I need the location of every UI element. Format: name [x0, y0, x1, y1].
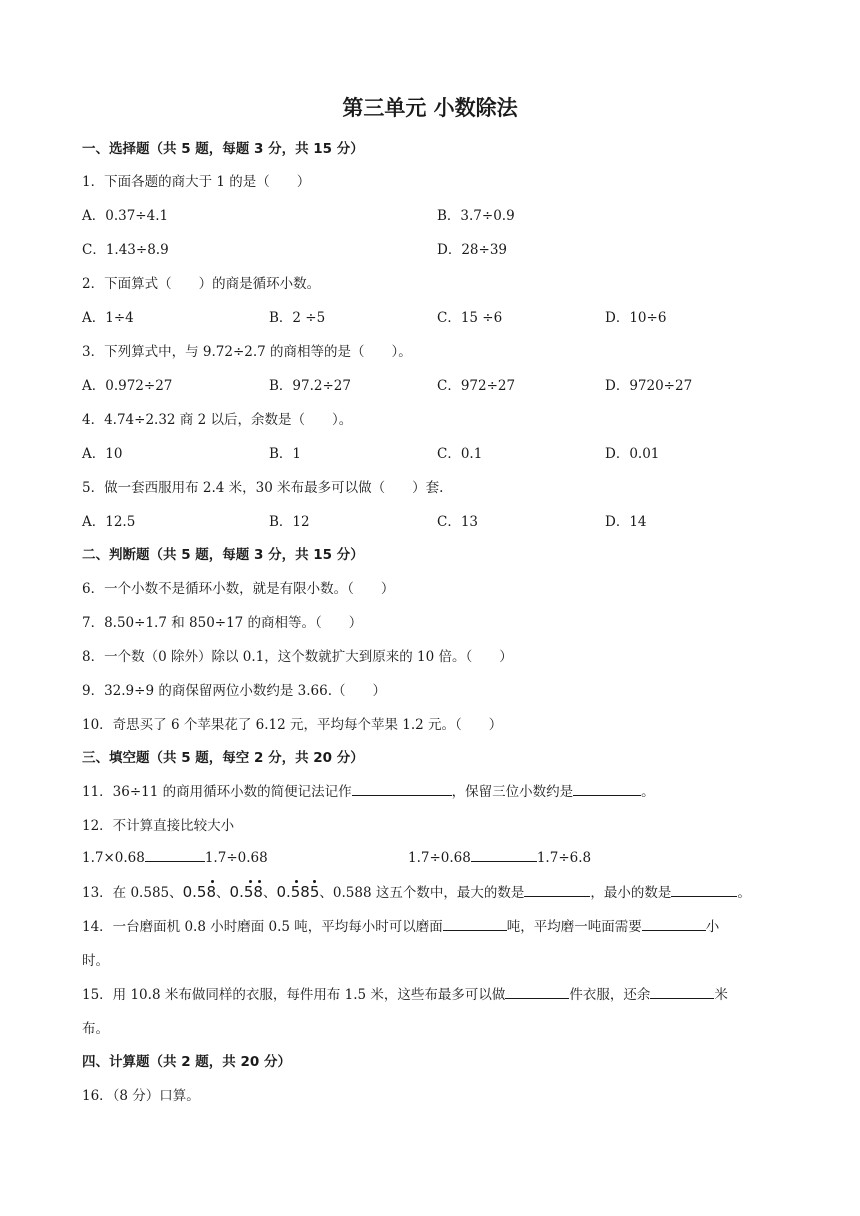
question-15-text-1: 15．用 10.8 米布做同样的衣服，每件用布 1.5 米，这些布最多可以做: [82, 987, 506, 1003]
question-3-option-c: C．972÷27: [437, 378, 516, 394]
question-7: 7．8.50÷1.7 和 850÷17 的商相等。（ ）: [82, 615, 363, 631]
question-14-text-1: 14．一台磨面机 0.8 小时磨面 0.5 吨，平均每小时可以磨面: [82, 919, 443, 935]
repeat-dot: [211, 880, 214, 883]
question-12-stem: 12．不计算直接比较大小: [82, 818, 235, 834]
question-13-text-3: ，最小的数是: [590, 885, 672, 901]
question-3-option-a: A．0.972÷27: [82, 378, 173, 394]
question-10: 10．奇思买了 6 个苹果花了 6.12 元，平均每个苹果 1.2 元。（ ）: [82, 717, 503, 733]
repeating-decimal-3: 0.585: [276, 883, 319, 901]
question-13: 13．在 0.585、0.58 、0.58 、0.585 、0.588 这五个数中，最大的数是 ，最小的数是 。: [82, 881, 751, 901]
question-11: [82, 780, 655, 800]
question-15: [82, 983, 728, 1003]
question-11-text-2: ，保留三位小数约是: [451, 784, 574, 800]
repeating-decimal-2: 0.58: [230, 883, 263, 901]
question-5-option-d: D．14: [605, 514, 647, 530]
answer-blank[interactable]: [671, 883, 737, 897]
question-3-option-d: D．9720÷27: [605, 378, 693, 394]
answer-blank[interactable]: [573, 782, 641, 796]
question-12-compare-2: [408, 848, 591, 866]
answer-blank[interactable]: [145, 848, 205, 862]
question-3-stem: 3．下列算式中，与 9.72÷2.7 的商相等的是（ ）。: [82, 344, 412, 360]
question-1-option-b: B．3.7÷0.9: [437, 208, 515, 224]
question-4-option-c: C．0.1: [437, 446, 483, 462]
answer-blank[interactable]: [352, 782, 452, 796]
question-9: 9．32.9÷9 的商保留两位小数约是 3.66.（ ）: [82, 683, 386, 699]
page-title: 第三单元 小数除法: [342, 96, 518, 120]
question-5-option-a: A．12.5: [82, 514, 136, 530]
question-8: 8．一个数（0 除外）除以 0.1，这个数就扩大到原来的 10 倍。（ ）: [82, 649, 513, 665]
answer-blank[interactable]: [524, 883, 590, 897]
question-2-option-d: D．10÷6: [605, 310, 667, 326]
question-11-text-1: 11．36÷11 的商用循环小数的简便记法记作: [82, 784, 352, 800]
question-1-stem: 1．下面各题的商大于 1 的是（ ）: [82, 174, 311, 190]
answer-blank[interactable]: [642, 917, 706, 931]
question-6: 6．一个小数不是循环小数，就是有限小数。（ ）: [82, 581, 395, 597]
compare-left: 1.7÷0.68: [408, 850, 471, 866]
section-heading-fill-in: 三、填空题（共 5 题，每空 2 分，共 20 分）: [82, 750, 364, 766]
question-4-option-d: D．0.01: [605, 446, 660, 462]
question-2-option-b: B．2 ÷5: [269, 310, 326, 326]
answer-blank[interactable]: [650, 985, 714, 999]
question-14-continued: 时。: [82, 953, 109, 969]
question-13-text-4: 。: [737, 885, 751, 901]
question-11-text-3: 。: [641, 784, 655, 800]
question-12-compare-1: [82, 848, 268, 866]
compare-left: 1.7×0.68: [82, 850, 145, 866]
question-4-stem: 4．4.74÷2.32 商 2 以后，余数是（ ）。: [82, 412, 353, 428]
question-14: [82, 915, 719, 935]
question-13-text-2: 、0.588 这五个数中，最大的数是: [319, 885, 525, 901]
question-2-option-c: C．15 ÷6: [437, 310, 503, 326]
section-heading-judgement: 二、判断题（共 5 题，每题 3 分，共 15 分）: [82, 547, 364, 563]
question-1-option-c: C．1.43÷8.9: [82, 242, 169, 258]
question-5-stem: 5．做一套西服用布 2.4 米，30 米布最多可以做（ ）套.: [82, 480, 444, 496]
question-4-option-a: A．10: [82, 446, 123, 462]
question-1-option-a: A．0.37÷4.1: [82, 208, 169, 224]
question-4-option-b: B．1: [269, 446, 302, 462]
question-15-continued: 布。: [82, 1021, 109, 1037]
repeat-dot: [249, 880, 252, 883]
question-16: 16．（8 分）口算。: [82, 1088, 200, 1104]
question-15-text-3: 米: [714, 987, 728, 1003]
question-3-option-b: B．97.2÷27: [269, 378, 351, 394]
answer-blank[interactable]: [505, 985, 569, 999]
section-heading-calculation: 四、计算题（共 2 题，共 20 分）: [82, 1054, 291, 1070]
compare-right: 1.7÷6.8: [536, 850, 592, 866]
question-2-stem: 2．下面算式（ ）的商是循环小数。: [82, 276, 321, 292]
question-2-option-a: A．1÷4: [82, 310, 134, 326]
question-5-option-b: B．12: [269, 514, 310, 530]
section-heading-choice: 一、选择题（共 5 题，每题 3 分，共 15 分）: [82, 141, 364, 157]
answer-blank[interactable]: [471, 848, 537, 862]
question-1-option-d: D．28÷39: [437, 242, 507, 258]
question-13-text-1: 13．在 0.585、: [82, 885, 183, 901]
repeating-decimal-1: 0.58: [183, 883, 216, 901]
repeat-dot: [258, 880, 261, 883]
question-14-text-2: 吨，平均磨一吨面需要: [506, 919, 642, 935]
question-15-text-2: 件衣服，还余: [569, 987, 651, 1003]
compare-right: 1.7÷0.68: [204, 850, 268, 866]
question-14-text-3: 小: [705, 919, 720, 935]
question-5-option-c: C．13: [437, 514, 479, 530]
answer-blank[interactable]: [443, 917, 507, 931]
